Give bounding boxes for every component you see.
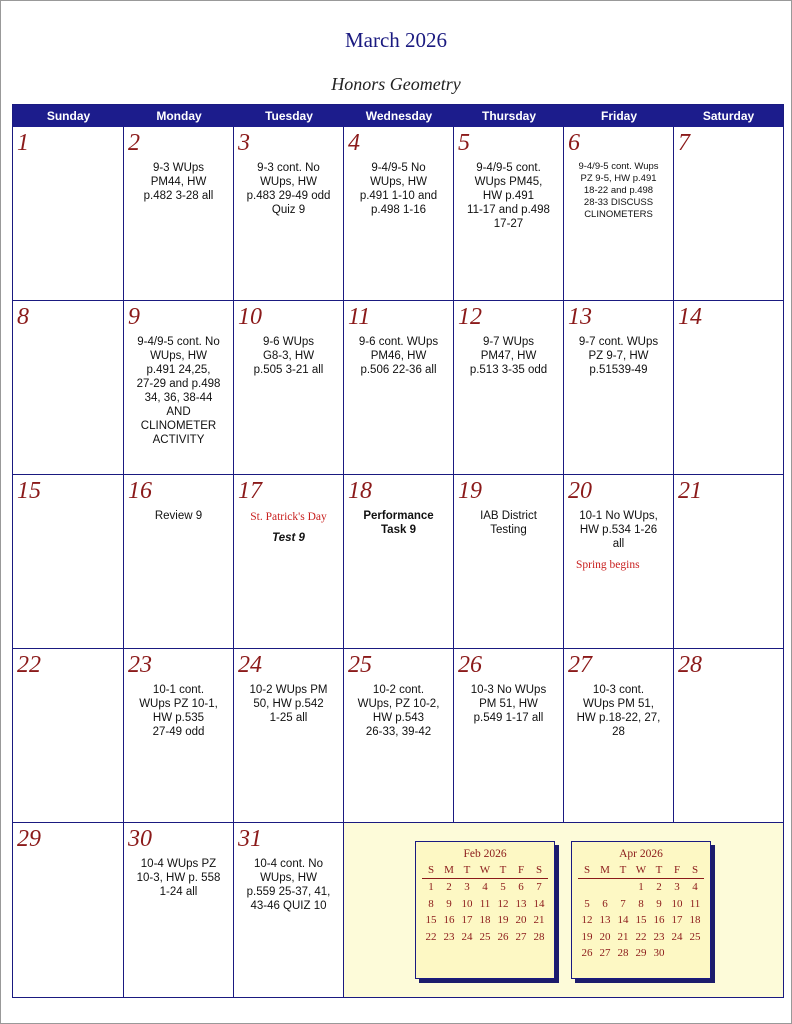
mini-day: 7 xyxy=(620,897,626,910)
day-cell-27[interactable] xyxy=(564,649,674,823)
mini-day: 2 xyxy=(656,881,662,893)
day-number: 14 xyxy=(678,304,702,330)
day-note: 9-6 cont. WUps PM46, HW p.506 22-36 all xyxy=(358,336,439,376)
mini-weekday: T xyxy=(463,864,471,876)
day-cell-4[interactable] xyxy=(344,127,454,301)
day-cell-2[interactable] xyxy=(124,127,234,301)
day-note: 9-6 WUps G8-3, HW p.505 3-21 all xyxy=(253,336,324,376)
day-note: 10-1 No WUps, HW p.534 1-26 all xyxy=(579,510,658,550)
day-note: 9-7 WUps PM47, HW p.513 3-35 odd xyxy=(469,336,548,376)
day-number: 21 xyxy=(678,478,702,504)
day-number: 18 xyxy=(348,478,372,504)
day-cell-29[interactable] xyxy=(13,823,124,997)
day-number: 8 xyxy=(17,304,29,330)
day-note: IAB District Testing xyxy=(480,510,537,536)
day-cell-11[interactable] xyxy=(344,301,454,475)
mini-day: 3 xyxy=(464,881,470,893)
mini-weekday: S xyxy=(427,864,435,876)
mini-day: 21 xyxy=(533,914,545,926)
day-note: 10-4 cont. No WUps, HW p.559 25-37, 41, 43-46 QUIZ 10 xyxy=(246,858,331,912)
mini-day: 6 xyxy=(518,881,524,893)
mini-day: 16 xyxy=(653,914,665,926)
day-number: 24 xyxy=(238,652,262,678)
day-cell-20[interactable] xyxy=(564,475,674,649)
day-note: 9-4/9-5 No WUps, HW p.491 1-10 and p.498 1-16 xyxy=(359,162,438,216)
day-cell-3[interactable] xyxy=(234,127,344,301)
day-number: 11 xyxy=(348,304,371,330)
day-number: 10 xyxy=(238,304,262,330)
weekday-tuesday: Tuesday xyxy=(265,109,313,123)
holiday-label: St. Patrick's Day xyxy=(250,511,327,523)
mini-weekday: F xyxy=(517,864,525,876)
mini-day: 14 xyxy=(617,914,629,926)
mini-day: 16 xyxy=(443,914,455,926)
mini-weekday: W xyxy=(635,864,647,876)
mini-calendar-title: Feb 2026 xyxy=(463,848,507,860)
mini-day xyxy=(668,945,686,962)
day-number: 6 xyxy=(568,130,580,156)
mini-day: 6 xyxy=(602,897,608,910)
mini-day xyxy=(614,879,632,896)
mini-day: 12 xyxy=(497,897,509,910)
day-number: 28 xyxy=(678,652,702,678)
day-number: 17 xyxy=(238,478,262,504)
day-number: 19 xyxy=(458,478,482,504)
mini-day: 23 xyxy=(443,930,455,943)
mini-calendar-apr xyxy=(571,841,711,979)
mini-day: 26 xyxy=(497,930,509,943)
calendar-title: March 2026 xyxy=(344,28,448,52)
mini-day: 22 xyxy=(635,930,647,943)
mini-day: 9 xyxy=(446,897,452,910)
day-note: 9-4/9-5 cont. Wups PZ 9-5, HW p.491 18-22 and p.498 28-33 DISCUSS CLINOMETERS xyxy=(578,161,659,220)
day-note: 9-4/9-5 cont. WUps PM45, HW p.491 11-17 and p.498 17-27 xyxy=(467,162,550,230)
mini-day: 15 xyxy=(635,914,647,926)
mini-day: 28 xyxy=(617,947,629,959)
mini-calendar-area xyxy=(344,823,783,997)
day-cell-10[interactable] xyxy=(234,301,344,475)
mini-day: 18 xyxy=(479,914,491,926)
mini-day: 11 xyxy=(689,897,701,910)
day-note: Performance Task 9 xyxy=(363,510,434,536)
day-cell-5[interactable] xyxy=(454,127,564,301)
mini-day: 21 xyxy=(617,930,629,943)
mini-day xyxy=(578,879,596,896)
mini-day: 11 xyxy=(479,897,491,910)
day-note: 9-7 cont. WUps PZ 9-7, HW p.51539-49 xyxy=(578,336,659,376)
weekday-monday: Monday xyxy=(156,109,202,123)
mini-day: 30 xyxy=(653,947,665,959)
day-note: 9-3 WUps PM44, HW p.482 3-28 all xyxy=(143,162,214,202)
holiday-label: Spring begins xyxy=(576,559,640,571)
day-number: 30 xyxy=(128,826,152,852)
mini-day: 25 xyxy=(689,930,701,943)
day-note: 10-2 WUps PM 50, HW p.542 1-25 all xyxy=(249,684,328,724)
day-number: 15 xyxy=(17,478,41,504)
day-note: 9-3 cont. No WUps, HW p.483 29-49 odd Quiz 9 xyxy=(246,162,331,216)
mini-day: 13 xyxy=(515,897,527,910)
day-cell-25[interactable] xyxy=(344,649,454,823)
mini-day: 28 xyxy=(533,930,545,943)
day-cell-30[interactable] xyxy=(124,823,234,997)
day-number: 27 xyxy=(568,652,592,678)
mini-weekday: M xyxy=(444,864,454,876)
mini-day: 29 xyxy=(635,947,647,959)
month-grid xyxy=(12,104,784,998)
day-cell-16[interactable] xyxy=(124,475,234,649)
day-cell-24[interactable] xyxy=(234,649,344,823)
day-number: 13 xyxy=(568,304,592,330)
mini-day: 1 xyxy=(428,881,434,893)
mini-day: 17 xyxy=(671,914,683,926)
day-cell-1[interactable] xyxy=(13,127,124,301)
day-number: 25 xyxy=(348,652,372,678)
day-number: 5 xyxy=(458,130,470,156)
day-number: 4 xyxy=(348,130,360,156)
day-cell-12[interactable] xyxy=(454,301,564,475)
mini-day: 24 xyxy=(461,930,473,943)
day-note: 10-3 No WUps PM 51, HW p.549 1-17 all xyxy=(470,684,547,724)
mini-calendar-feb xyxy=(415,841,555,979)
day-number: 22 xyxy=(17,652,41,678)
mini-day: 22 xyxy=(425,930,437,943)
mini-day: 9 xyxy=(656,897,662,910)
mini-day: 7 xyxy=(536,881,542,893)
mini-weekday: S xyxy=(691,864,699,876)
calendar-subtitle: Honors Geometry xyxy=(331,74,461,94)
mini-day: 20 xyxy=(515,914,527,926)
weekday-sunday: Sunday xyxy=(46,109,91,123)
mini-day: 19 xyxy=(497,914,509,926)
mini-day: 17 xyxy=(461,914,473,926)
mini-day: 23 xyxy=(653,930,665,943)
mini-day: 24 xyxy=(671,930,683,943)
mini-day: 15 xyxy=(425,914,437,926)
day-cell-7[interactable] xyxy=(674,127,783,301)
mini-day: 27 xyxy=(515,930,527,943)
weekday-friday: Friday xyxy=(600,109,637,123)
day-number: 16 xyxy=(128,478,152,504)
mini-day: 2 xyxy=(446,881,452,893)
mini-day: 10 xyxy=(461,897,473,910)
day-cell-23[interactable] xyxy=(124,649,234,823)
day-note: Review 9 xyxy=(154,510,203,522)
mini-day: 8 xyxy=(638,897,644,910)
day-number: 3 xyxy=(238,130,250,156)
weekday-wednesday: Wednesday xyxy=(365,109,433,123)
mini-day: 13 xyxy=(599,914,611,926)
mini-day: 5 xyxy=(500,881,506,893)
mini-day: 27 xyxy=(599,947,611,959)
day-note: 9-4/9-5 cont. No WUps, HW p.491 24,25, 27-29 and p.498 34, 36, 38-44 AND CLINOMETER ACTIVITY xyxy=(136,336,221,446)
weekday-thursday: Thursday xyxy=(481,109,536,123)
mini-day: 14 xyxy=(533,897,545,910)
day-cell-8[interactable] xyxy=(13,301,124,475)
mini-day: 4 xyxy=(692,881,698,893)
mini-day: 25 xyxy=(479,930,491,943)
weekday-header xyxy=(13,105,783,127)
mini-day: 12 xyxy=(581,914,593,926)
day-cell-21[interactable] xyxy=(674,475,783,649)
day-cell-15[interactable] xyxy=(13,475,124,649)
weekday-saturday: Saturday xyxy=(702,109,755,123)
day-cell-18[interactable] xyxy=(344,475,454,649)
mini-weekday: T xyxy=(619,864,627,876)
mini-weekday: S xyxy=(583,864,591,876)
mini-day: 1 xyxy=(638,881,644,893)
day-note: 10-2 cont. WUps, PZ 10-2, HW p.543 26-33, 39-42 xyxy=(357,684,440,738)
day-cell-9[interactable] xyxy=(124,301,234,475)
mini-weekday: F xyxy=(673,864,681,876)
mini-weekday: M xyxy=(600,864,610,876)
day-cell-28[interactable] xyxy=(674,649,783,823)
mini-day: 18 xyxy=(689,914,701,926)
mini-weekday: W xyxy=(479,864,491,876)
mini-calendar-title: Apr 2026 xyxy=(619,848,663,860)
mini-day: 26 xyxy=(581,947,593,959)
day-cell-19[interactable] xyxy=(454,475,564,649)
day-note: 10-4 WUps PZ 10-3, HW p. 558 1-24 all xyxy=(136,858,221,898)
day-note: 10-1 cont. WUps PZ 10-1, HW p.535 27-49 odd xyxy=(139,684,218,738)
day-note: Test 9 xyxy=(272,532,305,544)
day-number: 7 xyxy=(678,130,690,156)
day-cell-17[interactable] xyxy=(234,475,344,649)
day-number: 12 xyxy=(458,304,482,330)
mini-day: 8 xyxy=(428,897,434,910)
mini-day: 20 xyxy=(599,930,611,943)
mini-day: 3 xyxy=(674,881,680,893)
mini-weekday: S xyxy=(535,864,543,876)
day-cell-26[interactable] xyxy=(454,649,564,823)
day-number: 29 xyxy=(17,826,41,852)
day-cell-6[interactable] xyxy=(564,127,674,301)
mini-day xyxy=(686,945,704,962)
day-cell-31[interactable] xyxy=(234,823,344,997)
day-note: 10-3 cont. WUps PM 51, HW p.18-22, 27, 28 xyxy=(576,684,661,738)
mini-day: 19 xyxy=(581,930,593,943)
day-number: 20 xyxy=(568,478,592,504)
mini-day: 5 xyxy=(584,897,590,910)
mini-weekday: T xyxy=(499,864,507,876)
mini-day xyxy=(596,879,614,896)
day-number: 9 xyxy=(128,304,140,330)
day-number: 31 xyxy=(238,826,262,852)
mini-weekday: T xyxy=(655,864,663,876)
mini-day: 4 xyxy=(482,881,488,893)
day-number: 1 xyxy=(17,130,29,156)
day-cell-22[interactable] xyxy=(13,649,124,823)
day-number: 2 xyxy=(128,130,140,156)
mini-day: 10 xyxy=(671,897,683,910)
day-number: 26 xyxy=(458,652,482,678)
day-cell-14[interactable] xyxy=(674,301,783,475)
day-number: 23 xyxy=(128,652,152,678)
day-cell-13[interactable] xyxy=(564,301,674,475)
